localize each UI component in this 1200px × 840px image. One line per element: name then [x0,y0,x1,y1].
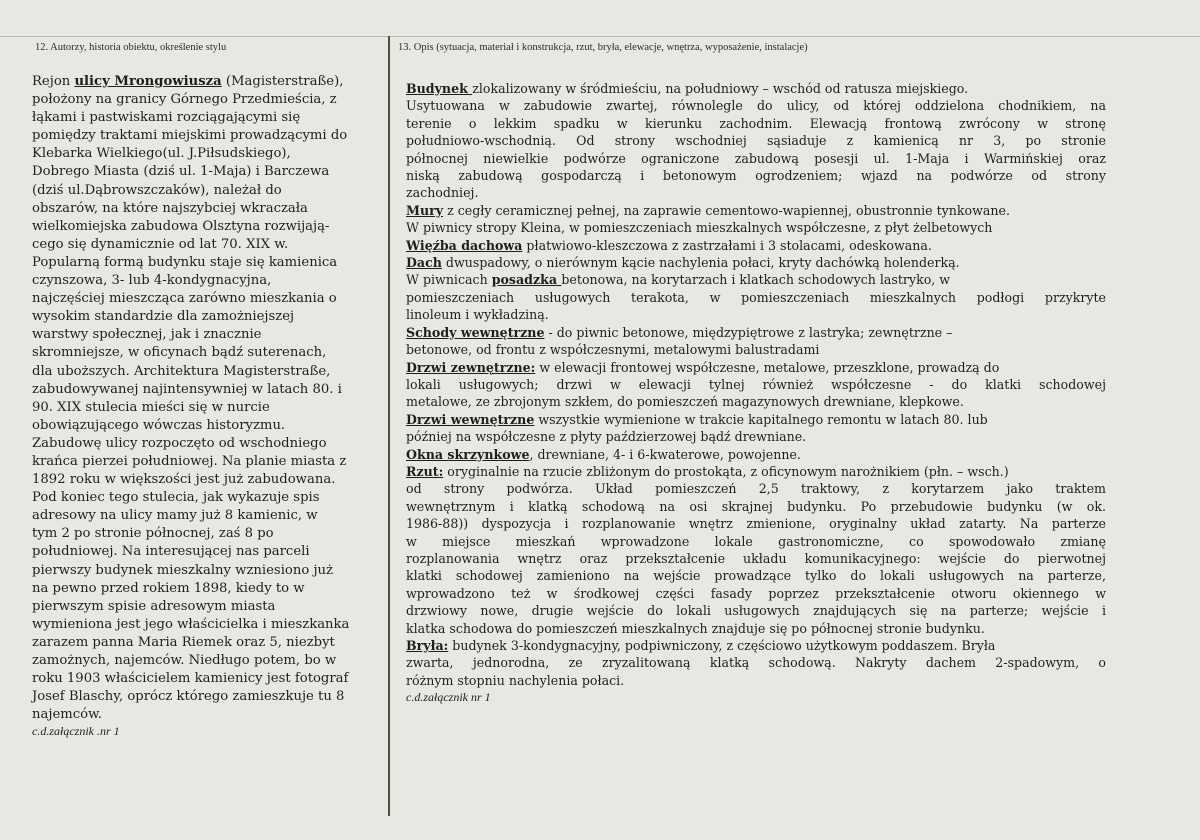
description-line: 1986-88)) dyspozycja i rozplanowanie wnętrz zmienione, oryginalny układ zatarty. Na parterze [406,516,1106,532]
history-line: adresowy na ulicy mamy już 8 kamienic, w [32,508,318,524]
history-line: łąkami i pastwiskami rozciągającymi się [32,110,301,126]
description-line: drzwiowy nowe, drugie wejście do lokali usługowych znajdujących się na parterze; wejście i [406,603,1106,619]
drzwi-wew-line [406,411,1106,428]
section-label-dach: Dach [406,255,442,271]
description-line: linoleum i wykładziną. [406,307,549,323]
section-label-drzwi-zewnetrzne: Drzwi zewnętrzne: [406,359,536,375]
attachment-note-right: c.d.załącznik nr 1 [406,690,491,705]
description-line: zachodniej. [406,185,479,201]
section-label-wiezba: Więźba dachowa [406,237,523,253]
history-line: Pod koniec tego stulecia, jak wykazuje spis [32,490,320,506]
section-label-posadzka: posadzka [491,272,562,288]
mury-line [406,202,1106,219]
history-line: czynszowa, 3- lub 4-kondygnacyjna, [32,273,272,289]
description-line: północnej niewielkie podwórze ograniczone zabudową posesji ul. 1-Maja i Warmińskiej oraz [406,150,1106,166]
text-fragment: Rejon [32,74,75,89]
history-line: zamożnych, najemców. Niedługo potem, bo w [32,653,337,668]
dach-line [406,254,1106,271]
description-line: klatki schodowej zamieniono na wejście prowadzące tylko do lokali usługowych na parterze, [406,568,1106,584]
schody-line [406,324,1106,341]
description-line: wprowadzono też w środkowej części fasady poprzez przekształcenie otworu okiennego w [406,585,1106,601]
history-line: Josef Blaschy, oprócz którego zamieszkuje tu 8 [32,689,345,705]
description-line: pomieszczeniach usługowych terakota, w pomieszczeniach mieszkalnych podłogi przykryte [406,289,1106,305]
text-fragment: wszystkie wymienione w trakcie kapitalnego remontu w latach 80. lub [534,411,988,427]
rzut-line [406,463,1106,480]
text-fragment: płatwiowo-kleszczowa z zastrzałami i 3 stolacami, odeskowana. [522,237,932,253]
text-fragment: dwuspadowy, o nierównym kącie nachylenia połaci, kryty dachówką holenderką. [441,255,960,271]
section-label-okna: Okna skrzynkowe [406,446,530,462]
history-line: Klebarka Wielkiego(ul. J.Piłsudskiego), [32,146,291,162]
posadzka-line [406,271,1106,288]
history-line: cego się dynamicznie od lat 70. XIX w. [32,236,289,252]
section-label-mury: Mury [406,202,444,218]
description-line: od strony podwórza. Układ pomieszczeń 2,5 traktowy, z korytarzem jako traktem [406,481,1106,497]
history-line: obowiązującego wówczas historyzmu. [32,417,286,433]
history-line: pomiędzy traktami miejskimi prowadzącymi do [32,128,348,144]
text-fragment: budynek 3-kondygnacyjny, podpiwniczony, z częściowo użytkowym poddaszem. Bryła [448,638,996,653]
history-line: Popularną formą budynku staje się kamienica [32,254,338,270]
history-line: Zabudowę ulicy rozpoczęto od wschodniego [32,435,327,451]
history-line: zarazem panna Maria Riemek oraz 5, niezbyt [32,634,335,650]
history-column [32,73,387,738]
history-first-line [32,73,387,91]
text-fragment: betonowa, na korytarzach i klatkach schodowych lastryko, w [561,272,951,288]
description-line: niską zabudową gospodarczą i betonowym ogrodzeniem; wjazd na podwórze od strony [406,168,1106,184]
text-fragment: oryginalnie na rzucie zbliżonym do prostokąta, z oficynowym narożnikiem (płn. – wsch.) [443,463,1009,479]
description-line: lokali usługowych; drzwi w elewacji tylnej również współczesne - do klatki schodowej [406,376,1106,392]
description-line: w miejsce mieszkań wprowadzone lokale gastronomiczne, co spowodowało zmianę [406,533,1106,549]
history-line: roku 1903 właścicielem kamienicy jest fotograf [32,671,349,687]
section-header-right: 13. Opis (sytuacja, materiał i konstrukcja, rzut, bryła, elewacje, wnętrza, wyposażenie, instalacje) [398,42,808,53]
description-line: Usytuowana w zabudowie zwartej, równolegle do ulicy, od której oddzielona chodnikiem, na [406,98,1106,114]
history-line: pierwszym spisie adresowym miasta [32,598,276,614]
description-line: południowo-wschodnią. Od strony wschodniej sąsiaduje z kamienicą nr 3, po stronie [406,133,1106,149]
history-line: wymieniona jest jego właścicielka i mieszkanka [32,616,350,632]
history-line: położony na granicy Górnego Przedmieścia, z [32,92,337,108]
history-line: pierwszy budynek mieszkalny wzniesiono już [32,562,334,578]
history-line: dla uboższych. Architektura Magisterstraße, [32,363,331,379]
description-line: W piwnicy stropy Kleina, w pomieszczeniach mieszkalnych współczesne, z płyt żelbetowych [406,220,993,236]
section-label-bryla: Bryła: [406,638,449,653]
okna-line [406,446,1106,463]
text-fragment: , drewniane, 4- i 6-kwaterowe, powojenne. [529,446,801,462]
history-line: najemców. [32,707,102,723]
history-line: krańca pierzei południowej. Na planie miasta z [32,453,347,469]
section-label-rzut: Rzut: [406,463,444,479]
history-line: Dobrego Miasta (dziś ul. 1-Maja) i Barczewa [32,164,330,180]
wiezba-line [406,237,1106,254]
column-divider [388,36,390,816]
top-divider [0,36,1200,37]
description-line: rozplanowania wnętrz oraz przekształcenie układu komunikacyjnego: wejście do pierwotnej [406,550,1106,566]
description-line: betonowe, od frontu z współczesnymi, metalowymi balustradami [406,342,820,358]
section-label-drzwi-wewnetrzne: Drzwi wewnętrzne [406,411,535,427]
description-line: później na współczesne z płyty paździerzowej bądź drewniane. [406,429,807,445]
history-line: na pewno przed rokiem 1898, kiedy to w [32,580,305,596]
street-name-bold: ulicy Mrongowiusza [74,74,222,89]
section-header-left: 12. Autorzy, historia obiektu, określenie stylu [35,42,227,53]
text-fragment: w elewacji frontowej współczesne, metalowe, przeszklone, prowadzą do [535,359,1000,375]
description-line: klatka schodowa do pomieszczeń mieszkalnych znajduje się po północnej stronie budynku. [406,620,985,636]
history-line: południowej. Na interesującej nas parceli [32,544,310,560]
description-line: zwarta, jednorodna, ze zryzalitowaną klatką schodową. Nakryty dachem 2-spadowym, o [406,655,1106,671]
text-fragment: - do piwnic betonowe, międzypiętrowe z lastryka; zewnętrzne – [544,324,953,340]
text-fragment: (Magisterstraße), [221,74,344,89]
history-line: obszarów, na które najszybciej wkraczała [32,200,308,216]
history-line: wysokim standardzie dla zamożniejszej [32,309,295,325]
history-line: warstwy społecznej, jak i znacznie [32,327,262,343]
drzwi-zew-line [406,359,1106,376]
history-line: tym 2 po stronie północnej, zaś 8 po [32,526,274,542]
history-line: 1892 roku w większości jest już zabudowana. [32,472,336,488]
history-line: 90. XIX stulecia mieści się w nurcie [32,399,270,415]
section-label-budynek: Budynek [406,81,473,96]
attachment-note-left: c.d.załącznik .nr 1 [32,724,120,739]
history-line: (dziś ul.Dąbrowszczaków), należał do [32,182,282,198]
history-line: wielkomiejska zabudowa Olsztyna rozwijają- [32,218,330,234]
text-fragment: zlokalizowany w śródmieściu, na południowy – wschód od ratusza miejskiego. [472,81,969,96]
description-line: różnym stopniu nachylenia połaci. [406,672,625,688]
description-column [406,80,1106,704]
section-label-schody: Schody wewnętrzne [406,324,545,340]
text-fragment: z cegły ceramicznej pełnej, na zaprawie cementowo-wapiennej, obustronnie tynkowane. [443,202,1010,218]
description-line: wewnętrznym i klatką schodową na osi skrajnej budynku. Po przebudowie budynku (w ok. [406,498,1106,514]
description-line: metalowe, ze zbrojonym szkłem, do pomieszczeń magazynowych drewniane, klepkowe. [406,394,964,410]
history-line: zabudowywanej najintensywniej w latach 80. i [32,381,342,397]
budynek-line [406,80,1106,97]
history-line: skromniejsze, w oficynach bądź suterenach, [32,345,327,361]
bryla-line [406,637,1106,654]
history-line: najczęściej mieszcząca zarówno mieszkania o [32,291,337,307]
text-fragment: W piwnicach [406,272,492,288]
description-line: terenie o lekkim spadku w kierunku zachodnim. Elewacją frontową zwrócony w stronę [406,115,1106,131]
